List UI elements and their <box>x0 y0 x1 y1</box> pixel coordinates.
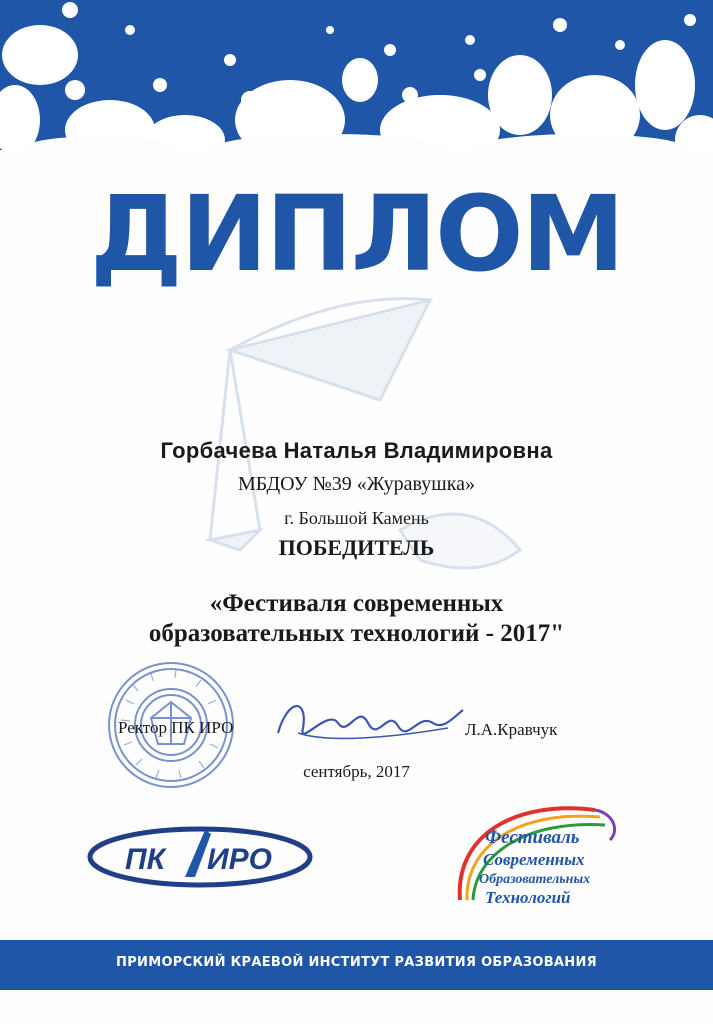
city: г. Большой Камень <box>284 508 429 528</box>
splash-header-decoration <box>0 0 713 170</box>
festival-logo-line-3: Образовательных <box>479 872 591 887</box>
festival-logo <box>445 795 635 920</box>
festival-logo-line-1: Фестиваль <box>485 827 580 848</box>
organization: МБДОУ №39 «Журавушка» <box>238 473 475 495</box>
institute-name: ПРИМОРСКИЙ КРАЕВОЙ ИНСТИТУТ РАЗВИТИЯ ОБРАЗОВАНИЯ <box>116 955 597 970</box>
signer-name: Л.А.Кравчук <box>465 720 558 739</box>
festival-logo-line-2: Современных <box>483 850 585 869</box>
rector-signature <box>268 688 468 758</box>
issue-date: сентябрь, 2017 <box>303 762 410 781</box>
festival-name-line-1: «Фестиваля современных <box>209 590 504 617</box>
pk-iro-logo <box>85 822 315 888</box>
rector-title: Ректор ПК ИРО <box>118 718 234 737</box>
award-title: ПОБЕДИТЕЛЬ <box>278 535 435 560</box>
pk-iro-logo-right: ИРО <box>207 843 272 876</box>
festival-name-line-2: образовательных технологий - 2017" <box>148 620 565 647</box>
diploma-title: ДИПЛОМ <box>90 173 623 295</box>
pk-iro-logo-left: ПК <box>125 843 166 876</box>
festival-logo-line-4: Технологий <box>485 888 571 907</box>
recipient-name: Горбачева Наталья Владимировна <box>160 438 553 463</box>
